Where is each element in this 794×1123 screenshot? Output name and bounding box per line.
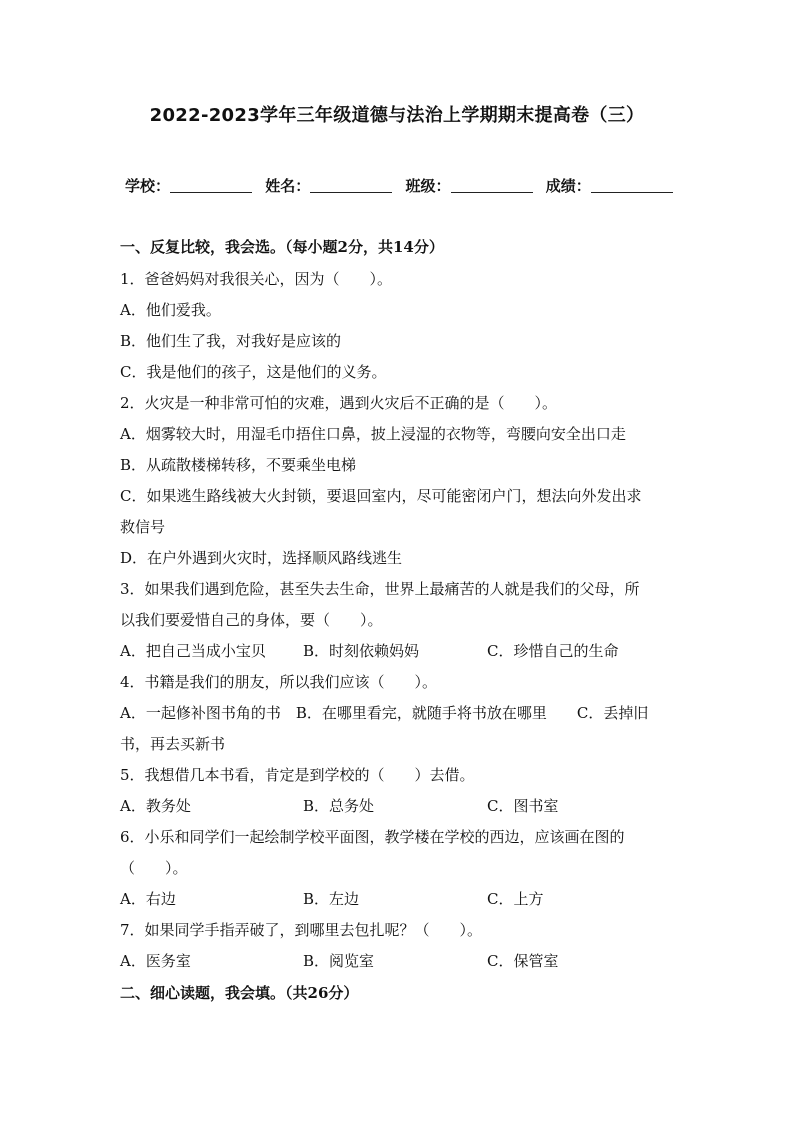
section-1-heading bbox=[120, 237, 444, 257]
section-2-title: 二、细心读题，我会填。 bbox=[120, 984, 286, 1002]
question-3-stem-cont: 以我们要爱惜自己的身体，要（ ）。 bbox=[120, 611, 383, 629]
question-6-option-c: C．上方 bbox=[487, 890, 544, 908]
question-2-stem: 2．火灾是一种非常可怕的灾难，遇到火灾后不正确的是（ ）。 bbox=[120, 394, 558, 412]
question-5-option-a: A．教务处 bbox=[120, 797, 191, 815]
question-7-option-b: B．阅览室 bbox=[303, 952, 375, 970]
name-label: 姓名： bbox=[265, 177, 311, 195]
section-2-heading bbox=[120, 983, 358, 1003]
question-1-option-a: A．他们爱我。 bbox=[120, 301, 221, 319]
class-label: 班级： bbox=[405, 177, 451, 195]
question-2-option-a: A．烟雾较大时，用湿毛巾捂住口鼻，披上浸湿的衣物等，弯腰向安全出口走 bbox=[120, 425, 626, 443]
score-label: 成绩： bbox=[545, 177, 591, 195]
question-2-option-d: D．在户外遇到火灾时，选择顺风路线逃生 bbox=[120, 549, 403, 567]
question-4-options-cont: 书，再去买新书 bbox=[120, 735, 226, 753]
section-1-title: 一、反复比较，我会选。 bbox=[120, 238, 286, 256]
question-7-stem: 7．如果同学手指弄破了，到哪里去包扎呢？（ ）。 bbox=[120, 921, 483, 939]
question-2-option-b: B．从疏散楼梯转移，不要乘坐电梯 bbox=[120, 456, 357, 474]
question-2-option-c: C．如果逃生路线被大火封锁，要退回室内，尽可能密闭户门，想法向外发出求 bbox=[120, 487, 642, 505]
name-blank bbox=[310, 178, 392, 193]
question-6-stem: 6．小乐和同学们一起绘制学校平面图，教学楼在学校的西边，应该画在图的 bbox=[120, 828, 625, 846]
question-6-option-a: A．右边 bbox=[120, 890, 176, 908]
question-6-stem-cont: （ ）。 bbox=[120, 859, 188, 877]
student-info-row bbox=[125, 175, 685, 196]
question-1-option-c: C．我是他们的孩子，这是他们的义务。 bbox=[120, 363, 387, 381]
score-blank bbox=[591, 178, 673, 193]
question-6-option-b: B．左边 bbox=[303, 890, 360, 908]
question-1-stem: 1．爸爸妈妈对我很关心，因为（ ）。 bbox=[120, 270, 393, 288]
question-4-stem: 4．书籍是我们的朋友，所以我们应该（ ）。 bbox=[120, 673, 438, 691]
page-title: 2022-2023学年三年级道德与法治上学期期末提高卷（三） bbox=[149, 105, 645, 126]
question-3-option-a: A．把自己当成小宝贝 bbox=[120, 642, 266, 660]
question-3-stem: 3．如果我们遇到危险，甚至失去生命，世界上最痛苦的人就是我们的父母，所 bbox=[120, 580, 640, 598]
question-1-option-b: B．他们生了我，对我好是应该的 bbox=[120, 332, 342, 350]
question-7-option-a: A．医务室 bbox=[120, 952, 191, 970]
question-7-option-c: C．保管室 bbox=[487, 952, 559, 970]
question-5-option-c: C．图书室 bbox=[487, 797, 559, 815]
question-5-option-b: B．总务处 bbox=[303, 797, 375, 815]
class-blank bbox=[451, 178, 533, 193]
school-blank bbox=[170, 178, 252, 193]
school-label: 学校： bbox=[125, 177, 171, 195]
question-3-option-c: C．珍惜自己的生命 bbox=[487, 642, 619, 660]
question-2-option-c-cont: 救信号 bbox=[120, 518, 166, 536]
section-1-note: （每小题2分，共14分） bbox=[285, 238, 444, 256]
section-2-note: （共26分） bbox=[285, 984, 359, 1002]
question-3-option-b: B．时刻依赖妈妈 bbox=[303, 642, 420, 660]
question-4-options: A．一起修补图书角的书 B．在哪里看完，就随手将书放在哪里 C．丢掉旧 bbox=[120, 704, 649, 722]
question-5-stem: 5．我想借几本书看，肯定是到学校的（ ）去借。 bbox=[120, 766, 475, 784]
